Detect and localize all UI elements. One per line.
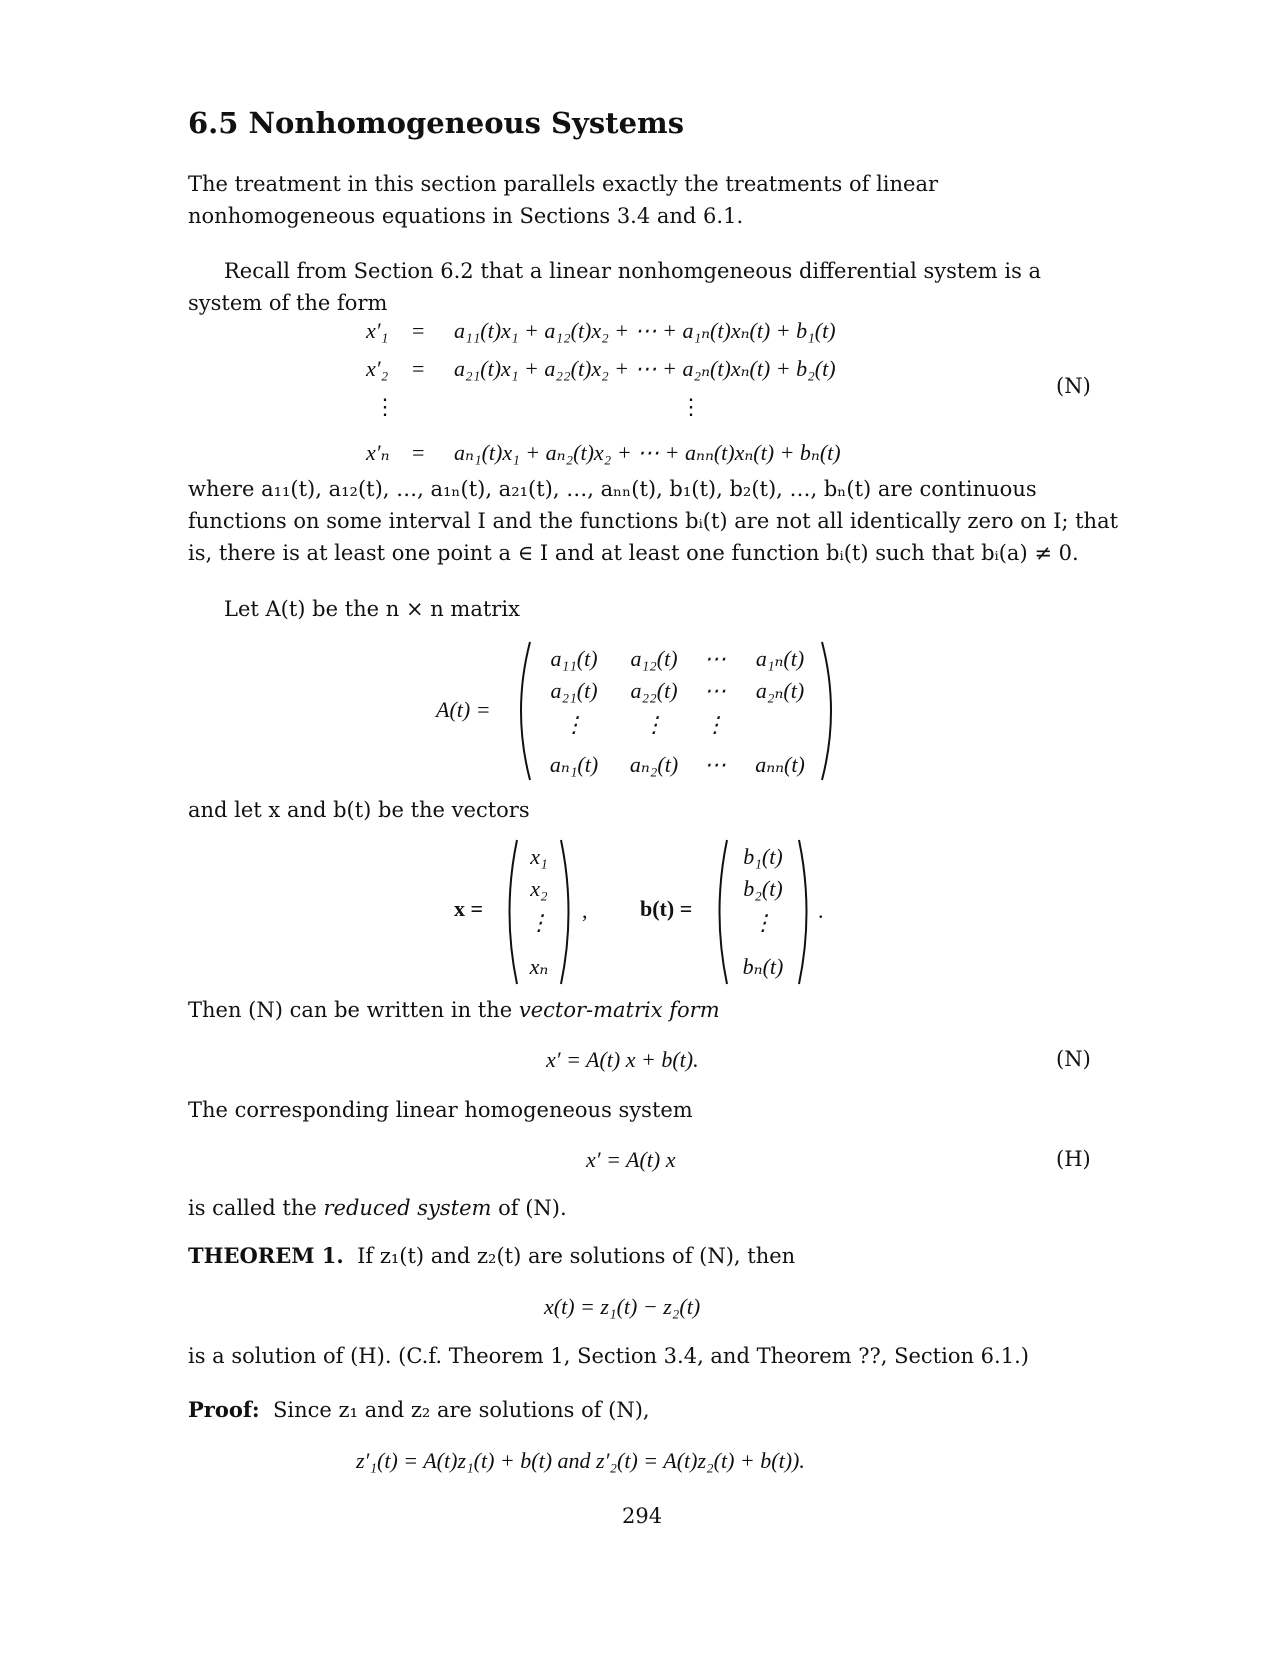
matrix-cell: a₂₁(t)	[550, 678, 598, 703]
system-rhs-2: a₂₁(t)x₁ + a₂₂(t)x₂ + ⋯ + a₂ₙ(t)xₙ(t) + b₂(t)	[454, 356, 836, 381]
matrix-cell: aₙ₂(t)	[629, 752, 679, 777]
reduced-pre: is called the	[188, 1196, 324, 1220]
equation-label-h: (H)	[1056, 1147, 1091, 1171]
system-lhs-1: x′₁	[366, 318, 389, 343]
proof-equation: z′₁(t) = A(t)z₁(t) + b(t) and z′₂(t) = A(t)z₂(t) + b(t)).	[356, 1448, 805, 1473]
theorem-equation: x(t) = z₁(t) − z₂(t)	[544, 1294, 701, 1319]
reduced-system-sentence	[188, 1196, 567, 1220]
homogeneous-intro: The corresponding linear homogeneous system	[188, 1098, 693, 1122]
vectors-intro: and let x and b(t) be the vectors	[188, 798, 530, 822]
vector-b-lhs-text: b(t) =	[640, 896, 693, 921]
vector-period: .	[818, 898, 824, 923]
proof	[188, 1397, 650, 1422]
matrix-right-paren	[818, 640, 842, 782]
vector-form-equation: x′ = A(t) x + b(t).	[546, 1047, 699, 1072]
vector-x-entry: x₂	[530, 876, 548, 901]
vector-form-intro	[188, 998, 720, 1022]
vector-b-entry: bₙ(t)	[742, 954, 784, 979]
system-rhs-n: aₙ₁(t)x₁ + aₙ₂(t)x₂ + ⋯ + aₙₙ(t)xₙ(t) + bₙ(t)	[454, 440, 841, 465]
vector-comma: ,	[582, 898, 588, 923]
page-number: 294	[622, 1504, 663, 1528]
vector-b-right-paren	[796, 838, 816, 986]
system-lhs-vdots: ⋮	[374, 394, 396, 419]
recall-paragraph: Recall from Section 6.2 that a linear nonhomgeneous differential system is a system of the form	[188, 259, 1042, 315]
matrix-cell: ⋯	[704, 752, 726, 777]
proof-statement: Since z₁ and z₂ are solutions of (N),	[273, 1398, 650, 1422]
theorem-conclusion: is a solution of (H). (C.f. Theorem 1, Section 3.4, and Theorem ??, Section 6.1.)	[188, 1344, 1029, 1368]
matrix-cell: aₙₙ(t)	[755, 752, 805, 777]
vector-b-lhs	[640, 896, 692, 922]
homogeneous-equation: x′ = A(t) x	[586, 1147, 676, 1172]
matrix-lhs: A(t) =	[436, 697, 491, 722]
vector-b-entry: b₂(t)	[743, 876, 783, 901]
theorem-1	[188, 1243, 795, 1268]
system-eq-n: =	[412, 440, 425, 465]
matrix-cell: ⋯	[704, 678, 726, 703]
vector-x-lhs: x =	[454, 896, 484, 921]
matrix-cell: a₁ₙ(t)	[755, 646, 805, 671]
system-eq-1: =	[412, 318, 425, 343]
equation-label-n: (N)	[1056, 374, 1091, 398]
reduced-post: of (N).	[491, 1196, 567, 1220]
matrix-cell: ⋮	[643, 712, 665, 737]
matrix-cell: a₁₁(t)	[550, 646, 598, 671]
system-lhs-n: x′ₙ	[366, 440, 390, 465]
vector-b-entry: ⋮	[752, 910, 774, 935]
vector-x-entry: ⋮	[528, 910, 550, 935]
matrix-cell: ⋮	[704, 712, 726, 737]
system-eq-2: =	[412, 356, 425, 381]
system-lhs-2: x′₂	[366, 356, 389, 381]
vector-x-left-paren	[500, 838, 520, 986]
matrix-cell: ⋮	[563, 712, 585, 737]
matrix-cell: ⋯	[704, 646, 726, 671]
system-rhs-1: a₁₁(t)x₁ + a₁₂(t)x₂ + ⋯ + a₁ₙ(t)xₙ(t) + b₁(t)	[454, 318, 836, 343]
vector-x-right-paren	[558, 838, 578, 986]
matrix-cell: a₂ₙ(t)	[755, 678, 805, 703]
proof-label: Proof:	[188, 1397, 260, 1422]
section-title: 6.5 Nonhomogeneous Systems	[188, 106, 685, 140]
intro-paragraph: The treatment in this section parallels exactly the treatments of linear nonhomogeneous equations in Sections 3.4 and 6.1.	[188, 172, 939, 228]
matrix-left-paren	[510, 640, 534, 782]
vector-form-intro-text: Then (N) can be written in the	[188, 998, 519, 1022]
vector-b-left-paren	[710, 838, 730, 986]
where-line-2: functions on some interval I and the functions bᵢ(t) are not all identically zero on I; that	[188, 509, 1119, 533]
system-rhs-vdots: ⋮	[680, 394, 702, 419]
vector-form-emphasis: vector-matrix form	[518, 998, 720, 1022]
matrix-cell: aₙ₁(t)	[549, 752, 599, 777]
where-line-1: where a₁₁(t), a₁₂(t), …, a₁ₙ(t), a₂₁(t), …, aₙₙ(t), b₁(t), b₂(t), …, bₙ(t) are continuous	[188, 477, 1037, 501]
theorem-statement: If z₁(t) and z₂(t) are solutions of (N), then	[357, 1244, 796, 1268]
vector-x-entry: x₁	[530, 844, 548, 869]
matrix-cell: a₂₂(t)	[630, 678, 678, 703]
vector-x-entry: xₙ	[529, 954, 549, 979]
reduced-emphasis: reduced system	[323, 1196, 492, 1220]
equation-label-n-vector: (N)	[1056, 1047, 1091, 1071]
where-line-3: is, there is at least one point a ∈ I and at least one function bᵢ(t) such that bᵢ(a) ≠ 0.	[188, 541, 1079, 565]
matrix-intro: Let A(t) be the n × n matrix	[224, 597, 520, 621]
matrix-cell: a₁₂(t)	[630, 646, 678, 671]
theorem-label: THEOREM 1.	[188, 1243, 344, 1268]
vector-b-entry: b₁(t)	[743, 844, 783, 869]
